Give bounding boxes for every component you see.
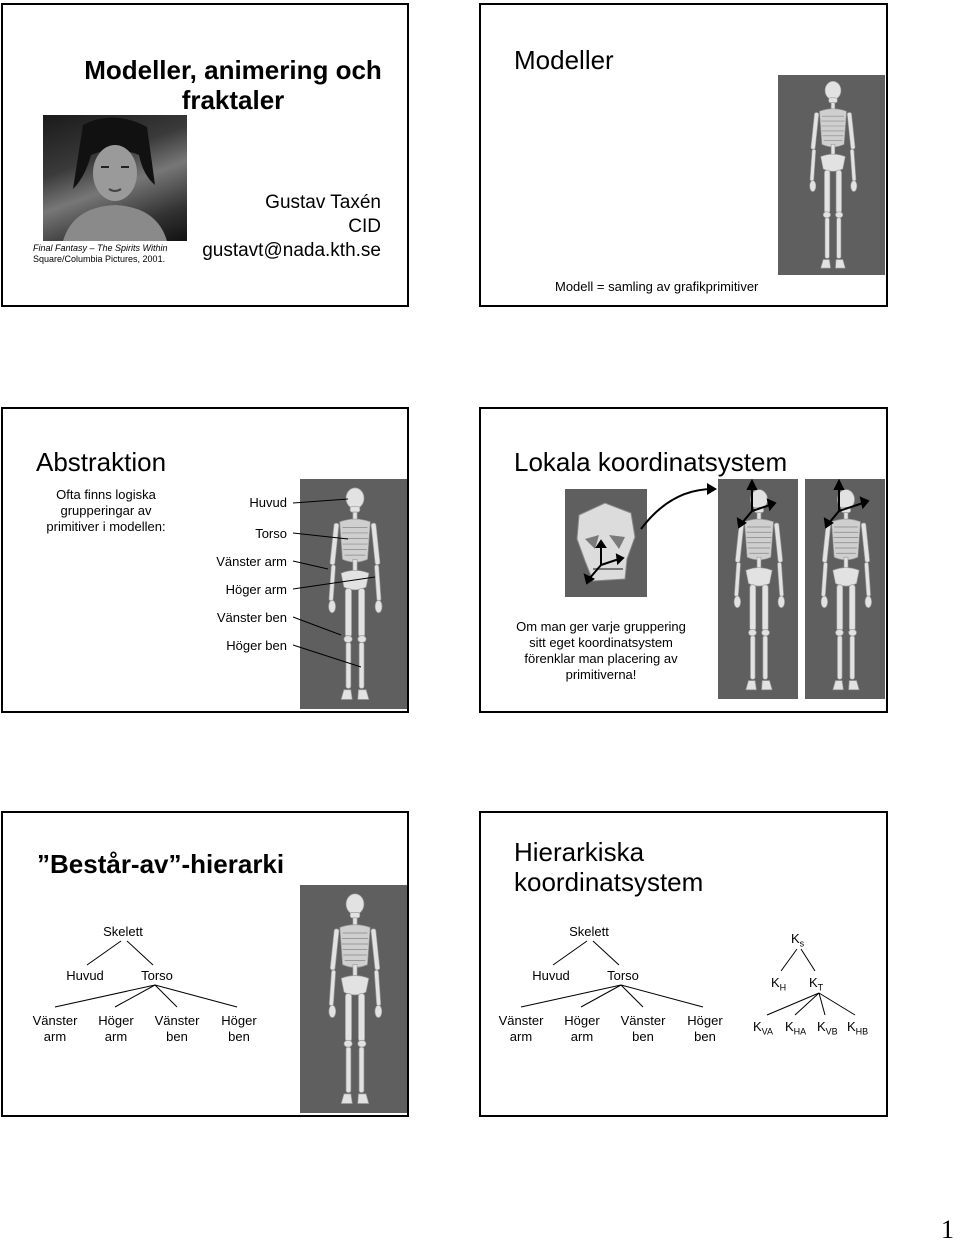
k-base: K (753, 1019, 762, 1034)
k-base: K (771, 975, 780, 990)
slide-heading: Lokala koordinatsystem (514, 447, 788, 477)
leaf-line-2: ben (632, 1029, 654, 1044)
skeleton-icon (778, 75, 885, 275)
tree-leaf-vanster-arm (25, 1013, 85, 1045)
body-line-4: primitiverna! (565, 667, 637, 682)
hierarchy-tree-lines (3, 813, 409, 1117)
k-sub: s (799, 938, 805, 949)
author-name: Gustav Taxén (265, 192, 381, 213)
tree-node-huvud: Huvud (66, 968, 104, 983)
leaf-line-2: arm (43, 1029, 67, 1044)
tree-root: Skelett (569, 924, 609, 939)
slide-hierarkiska-koordinatsystem (479, 811, 888, 1117)
body-line-3: förenklar man placering av (524, 651, 678, 666)
k-base: K (847, 1019, 856, 1034)
k-sub: VA (761, 1026, 774, 1037)
slide-heading: ”Består-av”-hierarki (37, 849, 285, 879)
body-line-2: grupperingar av (60, 503, 152, 518)
tree-leaf-vanster-ben (613, 1013, 673, 1045)
author-block (193, 191, 381, 263)
leaf-line-2: ben (694, 1029, 716, 1044)
page-number: 1 (941, 1215, 954, 1244)
caption-line-2: Square/Columbia Pictures, 2001. (33, 254, 166, 264)
label-torso: Torso (255, 526, 287, 541)
k-base: K (791, 931, 800, 946)
k-hoger-arm (785, 1019, 806, 1037)
k-sub: H (779, 982, 787, 993)
body-line-3: primitiver i modellen: (46, 519, 166, 534)
tree-leaf-hoger-ben (209, 1013, 269, 1045)
k-sub: VB (825, 1026, 838, 1037)
label-hoger-ben: Höger ben (226, 638, 287, 653)
k-sub: HA (793, 1026, 807, 1037)
tree-leaf-hoger-ben (675, 1013, 735, 1045)
label-vanster-ben: Vänster ben (216, 610, 287, 625)
k-base: K (785, 1019, 794, 1034)
leaf-line-1: Vänster (32, 1013, 78, 1028)
leaf-line-1: Höger (221, 1013, 257, 1028)
leaf-line-1: Höger (564, 1013, 600, 1028)
label-huvud: Huvud (249, 495, 287, 510)
label-vanster-arm: Vänster arm (216, 554, 287, 569)
hierarchy-tree-lines (481, 813, 888, 1117)
leaf-line-1: Vänster (498, 1013, 544, 1028)
slide-lokala-koordinatsystem (479, 407, 888, 713)
tree-leaf-vanster-ben (147, 1013, 207, 1045)
label-hoger-arm: Höger arm (225, 582, 287, 597)
k-hoger-ben (847, 1019, 868, 1037)
leaf-line-2: arm (570, 1029, 594, 1044)
leaf-line-1: Vänster (154, 1013, 200, 1028)
k-base: K (817, 1019, 826, 1034)
k-sub: T (817, 982, 824, 993)
slide-bestar-av-hierarki (1, 811, 409, 1117)
leaf-line-2: arm (104, 1029, 128, 1044)
leaf-line-2: ben (228, 1029, 250, 1044)
slide-body-text (501, 619, 701, 683)
title-line-1: Modeller, animering och (84, 55, 382, 85)
k-sub: HB (855, 1026, 869, 1037)
slide-title (1, 3, 409, 307)
skeleton-image (778, 75, 885, 275)
final-fantasy-portrait-image (43, 115, 187, 241)
slide-title-heading (63, 55, 403, 115)
slide-modeller (479, 3, 888, 307)
title-line-2: fraktaler (181, 85, 285, 115)
portrait-face-icon (43, 115, 187, 241)
k-huvud (771, 975, 786, 993)
tree-node-torso: Torso (607, 968, 639, 983)
title-line-2: koordinatsystem (514, 867, 704, 897)
leaf-line-1: Höger (98, 1013, 134, 1028)
leaf-line-2: ben (166, 1029, 188, 1044)
k-vanster-arm (753, 1019, 773, 1037)
leaf-line-1: Höger (687, 1013, 723, 1028)
slide-caption: Modell = samling av grafikprimitiver (555, 279, 759, 294)
tree-node-huvud: Huvud (532, 968, 570, 983)
slide-abstraktion (1, 407, 409, 713)
caption-line-1: Final Fantasy – The Spirits Within (33, 243, 168, 253)
body-line-1: Ofta finns logiska (56, 487, 156, 502)
tree-leaf-hoger-arm (552, 1013, 612, 1045)
tree-leaf-hoger-arm (86, 1013, 146, 1045)
k-root (791, 931, 804, 949)
leaf-line-2: arm (509, 1029, 533, 1044)
tree-leaf-vanster-arm (491, 1013, 551, 1045)
k-base: K (809, 975, 818, 990)
tree-node-torso: Torso (141, 968, 173, 983)
k-vanster-ben (817, 1019, 838, 1037)
leaf-line-1: Vänster (620, 1013, 666, 1028)
tree-root: Skelett (103, 924, 143, 939)
title-line-1: Hierarkiska (514, 837, 645, 867)
slide-heading: Abstraktion (36, 447, 167, 477)
slide-heading: Modeller (514, 45, 614, 75)
author-org: CID (348, 216, 381, 237)
k-torso (809, 975, 823, 993)
body-line-1: Om man ger varje gruppering (516, 619, 686, 634)
author-email: gustavt@nada.kth.se (202, 240, 381, 261)
image-caption (33, 243, 213, 265)
body-line-2: sitt eget koordinatsystem (529, 635, 673, 650)
